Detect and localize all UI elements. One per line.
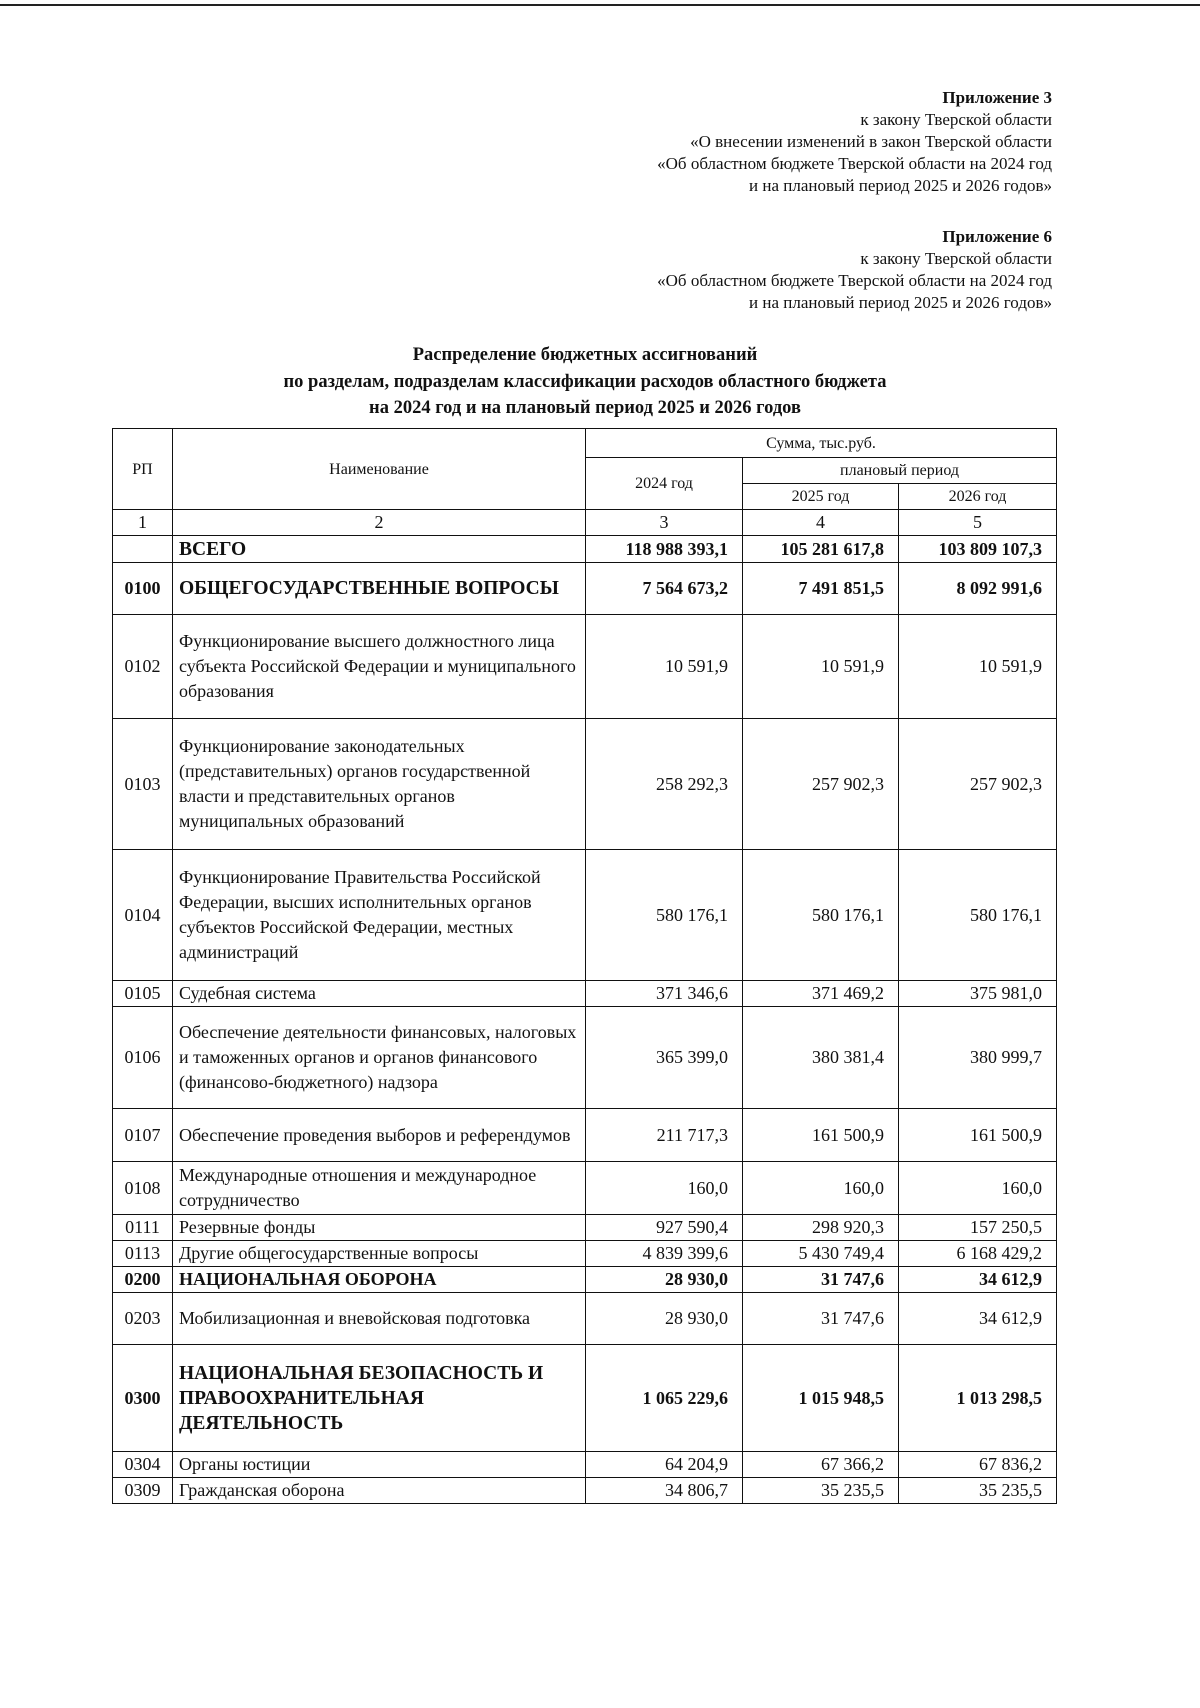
annex-3-header xyxy=(657,87,1052,197)
row-code: 0111 xyxy=(113,1215,173,1241)
value-2024: 258 292,3 xyxy=(586,719,743,850)
column-number: 1 xyxy=(113,510,173,536)
value-2024: 7 564 673,2 xyxy=(586,563,743,615)
row-name: Функционирование высшего должностного лица субъекта Российской Федерации и муниципального образования xyxy=(173,615,586,719)
value-2024: 927 590,4 xyxy=(586,1215,743,1241)
value-2025: 298 920,3 xyxy=(743,1215,899,1241)
value-2026: 8 092 991,6 xyxy=(899,563,1057,615)
annex-3-line: к закону Тверской области xyxy=(860,110,1052,129)
value-2024: 211 717,3 xyxy=(586,1109,743,1162)
annex-3-line: «Об областном бюджете Тверской области на 2024 год xyxy=(657,154,1052,173)
row-code: 0106 xyxy=(113,1007,173,1109)
annex-6-header xyxy=(657,226,1052,314)
value-2025: 35 235,5 xyxy=(743,1478,899,1504)
header-planned-period: плановый период xyxy=(743,458,1057,484)
table-row xyxy=(113,1109,1057,1162)
value-2025: 371 469,2 xyxy=(743,981,899,1007)
value-2025: 580 176,1 xyxy=(743,850,899,981)
annex-3-line: «О внесении изменений в закон Тверской области xyxy=(690,132,1052,151)
table-row xyxy=(113,563,1057,615)
row-name: Другие общегосударственные вопросы xyxy=(173,1241,586,1267)
value-2026: 35 235,5 xyxy=(899,1478,1057,1504)
row-code: 0103 xyxy=(113,719,173,850)
value-2026: 6 168 429,2 xyxy=(899,1241,1057,1267)
value-2026: 375 981,0 xyxy=(899,981,1057,1007)
row-name: Гражданская оборона xyxy=(173,1478,586,1504)
value-2025: 105 281 617,8 xyxy=(743,536,899,563)
title-line: Распределение бюджетных ассигнований xyxy=(412,345,758,365)
annex-3-title: Приложение 3 xyxy=(942,88,1052,107)
header-2025: 2025 год xyxy=(743,484,899,510)
value-2024: 34 806,7 xyxy=(586,1478,743,1504)
table-row xyxy=(113,719,1057,850)
value-2026: 380 999,7 xyxy=(899,1007,1057,1109)
value-2024: 10 591,9 xyxy=(586,615,743,719)
value-2025: 31 747,6 xyxy=(743,1267,899,1293)
value-2025: 5 430 749,4 xyxy=(743,1241,899,1267)
value-2024: 28 930,0 xyxy=(586,1293,743,1345)
value-2024: 64 204,9 xyxy=(586,1452,743,1478)
row-code: 0309 xyxy=(113,1478,173,1504)
row-name: НАЦИОНАЛЬНАЯ БЕЗОПАСНОСТЬ И ПРАВООХРАНИТЕЛЬНАЯ ДЕЯТЕЛЬНОСТЬ xyxy=(173,1345,586,1452)
value-2026: 34 612,9 xyxy=(899,1293,1057,1345)
row-code: 0104 xyxy=(113,850,173,981)
value-2026: 10 591,9 xyxy=(899,615,1057,719)
value-2024: 118 988 393,1 xyxy=(586,536,743,563)
annex-6-line: «Об областном бюджете Тверской области на 2024 год xyxy=(657,271,1052,290)
row-code: 0108 xyxy=(113,1162,173,1215)
value-2026: 580 176,1 xyxy=(899,850,1057,981)
row-code: 0107 xyxy=(113,1109,173,1162)
value-2025: 161 500,9 xyxy=(743,1109,899,1162)
value-2026: 161 500,9 xyxy=(899,1109,1057,1162)
row-name: ВСЕГО xyxy=(173,536,586,563)
table-row xyxy=(113,1293,1057,1345)
value-2024: 1 065 229,6 xyxy=(586,1345,743,1452)
value-2026: 34 612,9 xyxy=(899,1267,1057,1293)
annex-3-line: и на плановый период 2025 и 2026 годов» xyxy=(749,176,1052,195)
table-row xyxy=(113,1007,1057,1109)
title-line: на 2024 год и на плановый период 2025 и 2026 годов xyxy=(369,398,801,418)
column-number: 5 xyxy=(899,510,1057,536)
value-2026: 1 013 298,5 xyxy=(899,1345,1057,1452)
value-2024: 28 930,0 xyxy=(586,1267,743,1293)
table-row xyxy=(113,981,1057,1007)
row-code xyxy=(113,536,173,563)
row-name: Международные отношения и международное сотрудничество xyxy=(173,1162,586,1215)
value-2025: 7 491 851,5 xyxy=(743,563,899,615)
row-name: ОБЩЕГОСУДАРСТВЕННЫЕ ВОПРОСЫ xyxy=(173,563,586,615)
header-2026: 2026 год xyxy=(899,484,1057,510)
header-name: Наименование xyxy=(173,429,586,510)
annex-6-title: Приложение 6 xyxy=(942,227,1052,246)
annex-6-line: к закону Тверской области xyxy=(860,249,1052,268)
value-2025: 1 015 948,5 xyxy=(743,1345,899,1452)
row-code: 0113 xyxy=(113,1241,173,1267)
budget-table xyxy=(112,428,1057,1504)
table-row xyxy=(113,1452,1057,1478)
table-row xyxy=(113,1478,1057,1504)
value-2024: 160,0 xyxy=(586,1162,743,1215)
row-name: Функционирование Правительства Российской Федерации, высших исполнительных органов субъектов Российской Федерации, местных администраций xyxy=(173,850,586,981)
column-number: 4 xyxy=(743,510,899,536)
row-name: Резервные фонды xyxy=(173,1215,586,1241)
value-2024: 371 346,6 xyxy=(586,981,743,1007)
table-row xyxy=(113,1215,1057,1241)
row-name: Мобилизационная и вневойсковая подготовка xyxy=(173,1293,586,1345)
row-name: Органы юстиции xyxy=(173,1452,586,1478)
table-row xyxy=(113,1267,1057,1293)
document-title xyxy=(112,342,1058,422)
table-row xyxy=(113,615,1057,719)
row-code: 0100 xyxy=(113,563,173,615)
row-code: 0304 xyxy=(113,1452,173,1478)
row-code: 0105 xyxy=(113,981,173,1007)
row-code: 0200 xyxy=(113,1267,173,1293)
table-row xyxy=(113,1241,1057,1267)
header-2024: 2024 год xyxy=(586,458,743,510)
scan-edge-line xyxy=(0,4,1200,6)
value-2026: 103 809 107,3 xyxy=(899,536,1057,563)
value-2024: 580 176,1 xyxy=(586,850,743,981)
value-2025: 67 366,2 xyxy=(743,1452,899,1478)
row-name: НАЦИОНАЛЬНАЯ ОБОРОНА xyxy=(173,1267,586,1293)
value-2026: 160,0 xyxy=(899,1162,1057,1215)
value-2026: 67 836,2 xyxy=(899,1452,1057,1478)
header-rp: РП xyxy=(113,429,173,510)
table-row xyxy=(113,850,1057,981)
value-2026: 257 902,3 xyxy=(899,719,1057,850)
table-row xyxy=(113,1162,1057,1215)
value-2025: 31 747,6 xyxy=(743,1293,899,1345)
row-code: 0203 xyxy=(113,1293,173,1345)
value-2024: 365 399,0 xyxy=(586,1007,743,1109)
header-sum: Сумма, тыс.руб. xyxy=(586,429,1057,458)
column-number: 2 xyxy=(173,510,586,536)
row-name: Обеспечение проведения выборов и референдумов xyxy=(173,1109,586,1162)
row-code: 0300 xyxy=(113,1345,173,1452)
row-name: Судебная система xyxy=(173,981,586,1007)
value-2024: 4 839 399,6 xyxy=(586,1241,743,1267)
value-2026: 157 250,5 xyxy=(899,1215,1057,1241)
value-2025: 10 591,9 xyxy=(743,615,899,719)
row-name: Обеспечение деятельности финансовых, налоговых и таможенных органов и органов финансового (финансово-бюджетного) надзора xyxy=(173,1007,586,1109)
row-code: 0102 xyxy=(113,615,173,719)
value-2025: 257 902,3 xyxy=(743,719,899,850)
value-2025: 380 381,4 xyxy=(743,1007,899,1109)
column-number: 3 xyxy=(586,510,743,536)
table-row xyxy=(113,536,1057,563)
table-row xyxy=(113,1345,1057,1452)
title-line: по разделам, подразделам классификации расходов областного бюджета xyxy=(283,371,887,392)
annex-6-line: и на плановый период 2025 и 2026 годов» xyxy=(749,293,1052,312)
row-name: Функционирование законодательных (представительных) органов государственной власти и представительных органов муниципальных образований xyxy=(173,719,586,850)
value-2025: 160,0 xyxy=(743,1162,899,1215)
